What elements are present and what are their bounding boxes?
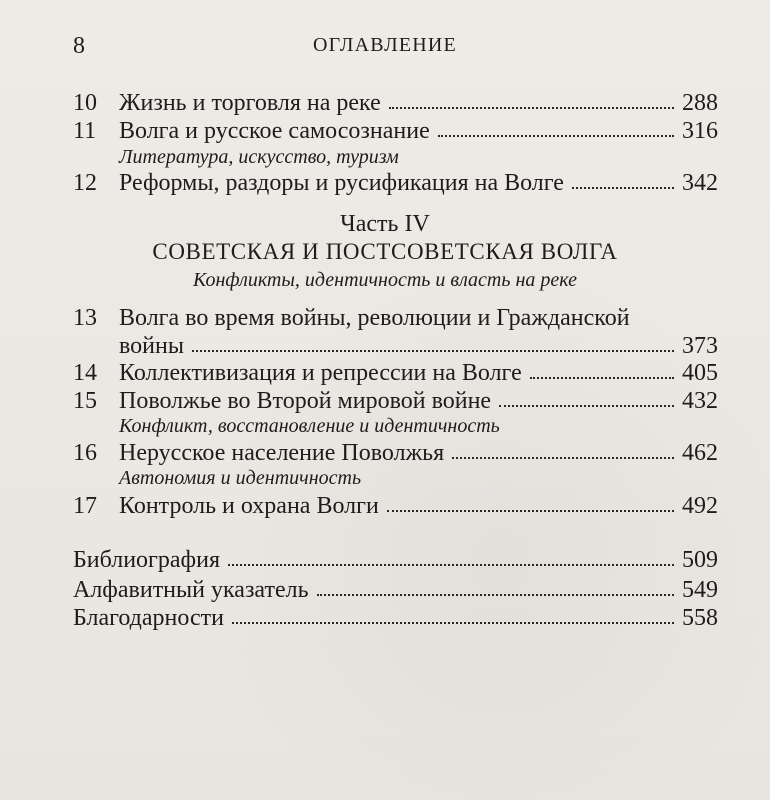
entry-subtitle: Автономия и идентичность — [119, 467, 362, 489]
back-matter-title: Библиография — [73, 547, 220, 573]
dot-leader — [452, 457, 674, 459]
entry-title-line2: войны — [119, 333, 184, 359]
entry-subtitle: Конфликт, восстановление и идентичность — [119, 415, 500, 437]
part-subtitle: Конфликты, идентичность и власть на реке — [192, 269, 578, 291]
dot-leader — [572, 187, 674, 189]
back-matter-page: 558 — [682, 605, 718, 631]
toc-entry — [73, 387, 718, 416]
entry-number: 15 — [73, 388, 97, 414]
page-header — [0, 34, 770, 58]
entry-page: 373 — [682, 333, 718, 359]
dot-leader — [389, 107, 674, 109]
toc-entry — [73, 492, 718, 521]
entry-page: 288 — [682, 90, 718, 116]
part-title: СОВЕТСКАЯ И ПОСТСОВЕТСКАЯ ВОЛГА — [152, 239, 618, 264]
dot-leader — [228, 564, 674, 566]
entry-subtitle: Литература, искусство, туризм — [119, 146, 399, 168]
toc-entry-continuation — [119, 332, 718, 361]
dot-leader — [232, 622, 674, 624]
dot-leader — [192, 350, 674, 352]
entry-page: 432 — [682, 388, 718, 414]
entry-page: 342 — [682, 170, 718, 196]
entry-title: Коллективизация и репрессии на Волге — [119, 360, 522, 386]
entry-page: 405 — [682, 360, 718, 386]
entry-page: 316 — [682, 118, 718, 144]
entry-number: 12 — [73, 170, 97, 196]
entry-title: Поволжье во Второй мировой войне — [119, 388, 492, 414]
toc-entry — [73, 89, 718, 118]
back-matter-title: Алфавитный указатель — [73, 577, 309, 603]
dot-leader — [317, 594, 674, 596]
dot-leader — [499, 405, 674, 407]
entry-number: 10 — [73, 90, 97, 116]
entry-page: 492 — [682, 493, 718, 519]
entry-page: 462 — [682, 440, 718, 466]
entry-number: 17 — [73, 493, 97, 519]
running-head: ОГЛАВЛЕНИЕ — [313, 34, 457, 56]
page-number: 8 — [73, 33, 85, 59]
dot-leader — [530, 377, 674, 379]
toc-entry — [73, 359, 718, 388]
entry-title: Нерусское население Поволжья — [119, 440, 445, 466]
entry-number: 14 — [73, 360, 97, 386]
entry-number: 11 — [73, 118, 97, 144]
entry-title: Волга и русское самосознание — [119, 118, 430, 144]
toc-entry — [73, 169, 718, 198]
dot-leader — [438, 135, 674, 137]
back-matter-entry — [73, 546, 718, 575]
part-label: Часть IV — [340, 211, 430, 237]
entry-title: Жизнь и торговля на реке — [119, 90, 381, 116]
back-matter-page: 509 — [682, 547, 718, 573]
back-matter-title: Благодарности — [73, 605, 224, 631]
back-matter-entry — [73, 576, 718, 605]
back-matter-entry — [73, 604, 718, 633]
back-matter-page: 549 — [682, 577, 718, 603]
entry-number: 16 — [73, 440, 97, 466]
entry-title: Контроль и охрана Волги — [119, 493, 379, 519]
toc-entry — [73, 117, 718, 146]
entry-title-line1: Волга во время войны, революции и Гражданской — [119, 305, 630, 331]
dot-leader — [387, 510, 674, 512]
toc-entry — [73, 439, 718, 468]
entry-number: 13 — [73, 305, 97, 331]
entry-title: Реформы, раздоры и русификация на Волге — [119, 170, 564, 196]
